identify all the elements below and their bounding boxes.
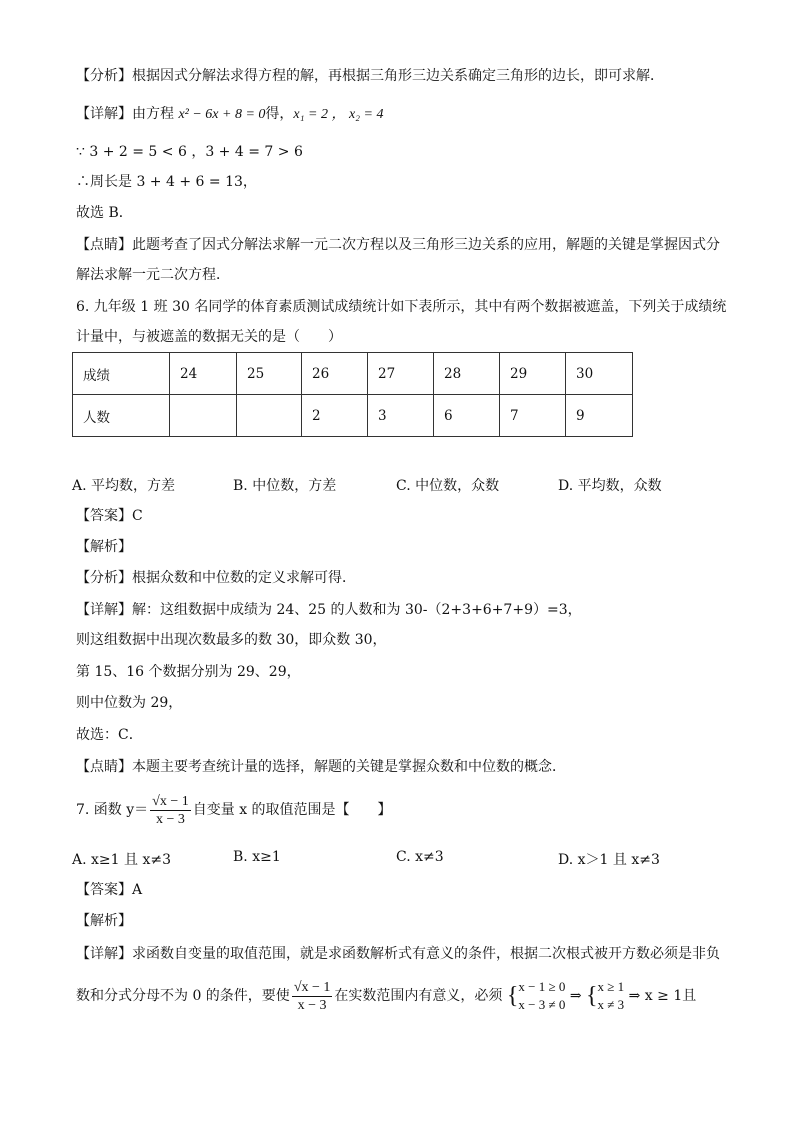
choice-line: 故选 B． [76,205,133,221]
detail-6-4: 则中位数为 29， [76,695,183,711]
analysis-line: 【分析】根据因式分解法求得方程的解，再根据三角形三边关系确定三角形的边长，即可求解． [76,68,664,84]
option-d: D. 平均数，众数 [558,478,662,494]
detail-7-2: 数和分式分母不为 0 的条件，要使 $\frac{√x - 1}{x - 3}$ 在实数范围内有意义，必须 {x − 1 ≥ 0 x − 3 ≠ 0 ⇒ {x ≥ 1 x ≠ 3 ⇒ x ≥ 1且 [76,979,697,1013]
therefore-line: ∴周长是 3 + 4 + 6 = 13， [76,174,257,190]
question-6-cont: 计量中，与被遮盖的数据无关的是（ ） [76,329,342,345]
comment-line-2: 解法求解一元二次方程． [76,267,230,283]
comment-6: 【点睛】本题主要考查统计量的选择，解题的关键是掌握众数和中位数的概念． [76,759,566,775]
function-fraction: $\frac{√x - 1}{x - 3}$ [152,793,189,827]
explanation-7: 【解析】 [76,913,132,929]
roots: x₁ = 2 ， x₂ = 4 [293,107,384,122]
option-7c: C. x≠3 [396,849,444,865]
explanation-6: 【解析】 [76,539,132,555]
solution-system: x ≥ 1 x ≠ 3 [597,979,625,1012]
detail-6-3: 第 15、16 个数据分别为 29、29， [76,664,301,680]
detail-6-2: 则这组数据中出现次数最多的数 30，即众数 30， [76,632,387,648]
score-table [72,352,633,437]
detail-6-1: 【详解】解：这组数据中成绩为 24、25 的人数和为 30-（2+3+6+7+9）=3， [76,602,582,618]
answer-7: 【答案】A [76,882,143,898]
question-7: 7. 函数 y＝ $\frac{√x - 1}{x - 3}$ 自变量 x 的取值范围是【 】 [76,793,392,827]
question-6: 6. 九年级 1 班 30 名同学的体育素质测试成绩统计如下表所示，其中有两个数据被遮盖，下列关于成绩统 [76,299,727,315]
domain-fraction: $\frac{√x - 1}{x - 3}$ [293,979,331,1013]
table-row: 人数 2 3 6 7 9 [73,395,633,437]
option-b: B. 中位数，方差 [233,478,337,494]
condition-system: x − 1 ≥ 0 x − 3 ≠ 0 [518,979,566,1012]
option-7d: D. x＞1 且 x≠3 [558,852,660,868]
detail-line: 【详解】由方程 x² − 6x + 8 = 0得，x₁ = 2 ， x₂ = 4 [76,106,384,122]
answer-6: 【答案】C [76,508,143,524]
option-a: A. 平均数，方差 [72,478,176,494]
table-row: 成绩 24 25 26 27 28 29 30 [73,353,633,395]
equation: x² − 6x + 8 = 0 [178,107,266,122]
detail-7-1: 【详解】求函数自变量的取值范围，就是求函数解析式有意义的条件，根据二次根式被开方数必须是非负 [76,946,720,962]
because-line: ∵ 3 + 2 = 5 < 6 ，3 + 4 = 7 > 6 [76,144,303,160]
analysis-6: 【分析】根据众数和中位数的定义求解可得． [76,570,356,586]
comment-line: 【点睛】此题考查了因式分解法求解一元二次方程以及三角形三边关系的应用，解题的关键是掌握因式分 [76,237,720,253]
option-7a: A. x≥1 且 x≠3 [72,852,171,868]
detail-6-5: 故选：C． [76,727,143,743]
option-c: C. 中位数，众数 [396,478,500,494]
option-7b: B. x≥1 [233,849,281,865]
